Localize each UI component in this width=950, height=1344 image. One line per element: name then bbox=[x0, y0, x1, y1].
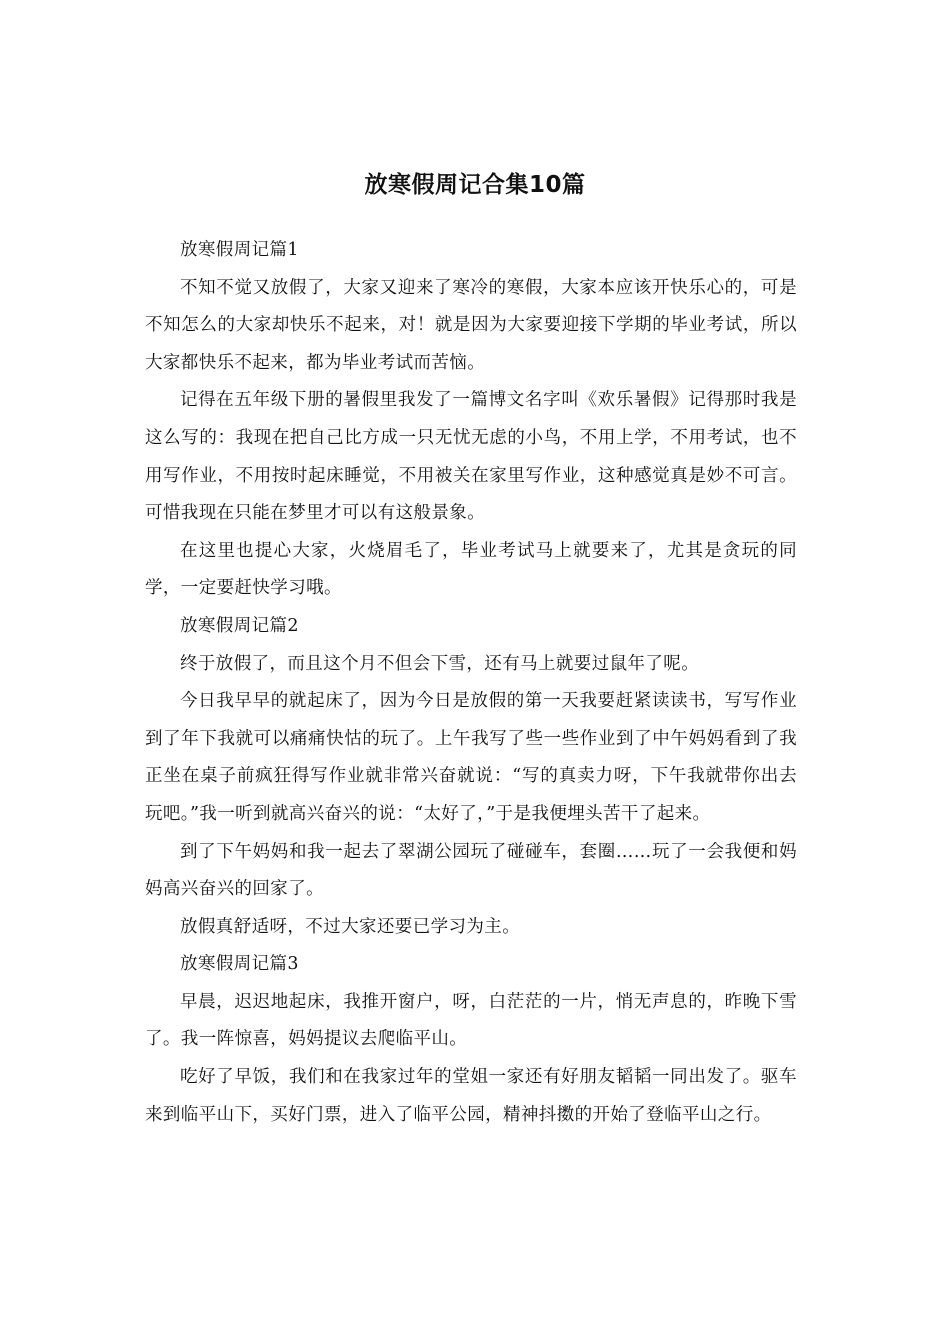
paragraph: 吃好了早饭，我们和在我家过年的堂姐一家还有好朋友韬韬一同出发了。驱车来到临平山下，买好门票，进入了临平公园，精神抖擞的开始了登临平山之行。 bbox=[145, 1067, 797, 1125]
section-heading-1: 放寒假周记篇1 bbox=[180, 240, 299, 260]
paragraph: 放假真舒适呀，不过大家还要已学习为主。 bbox=[180, 916, 521, 937]
document-title: 放寒假周记合集10篇 bbox=[364, 172, 586, 199]
document-body bbox=[145, 232, 797, 1134]
section-heading-2: 放寒假周记篇2 bbox=[180, 615, 299, 636]
paragraph: 不知不觉又放假了，大家又迎来了寒冷的寒假，大家本应该开快乐心的，可是不知怎么的大家却快乐不起来，对！就是因为大家要迎接下学期的毕业考试，所以大家都快乐不起来，都为毕业考试而苦恼。 bbox=[145, 277, 797, 373]
paragraph: 记得在五年级下册的暑假里我发了一篇博文名字叫《欢乐暑假》记得那时我是这么写的：我现在把自己比方成一只无忧无虑的小鸟，不用上学，不用考试，也不用写作业，不用按时起床睡觉，不用被关在家里写作业，这种感觉真是妙不可言。可惜我现在只能在梦里才可以有这般景象。 bbox=[145, 390, 797, 524]
paragraph: 今日我早早的就起床了，因为今日是放假的第一天我要赶紧读读书，写写作业到了年下我就可以痛痛快怙的玩了。上午我写了些一些作业到了中午妈妈看到了我正坐在桌子前疯狂得写作业就非常兴奋就说：“写的真卖力呀，下午我就带你出去玩吧。”我一听到就高兴奋兴的说：“太好了，”于是我便埋头苦干了起来。 bbox=[145, 691, 797, 824]
paragraph: 在这里也提心大家，火烧眉毛了，毕业考试马上就要来了，尤其是贪玩的同学，一定要赶快学习哦。 bbox=[145, 540, 797, 599]
paragraph: 到了下午妈妈和我一起去了翠湖公园玩了碰碰车，套圈……玩了一会我便和妈妈高兴奋兴的回家了。 bbox=[145, 841, 797, 900]
paragraph: 早晨，迟迟地起床，我推开窗户，呀，白茫茫的一片，悄无声息的，昨晚下雪了。我一阵惊喜，妈妈提议去爬临平山。 bbox=[145, 991, 797, 1050]
paragraph: 终于放假了，而且这个月不但会下雪，还有马上就要过鼠年了呢。 bbox=[180, 653, 700, 674]
section-heading-3: 放寒假周记篇3 bbox=[180, 954, 299, 975]
